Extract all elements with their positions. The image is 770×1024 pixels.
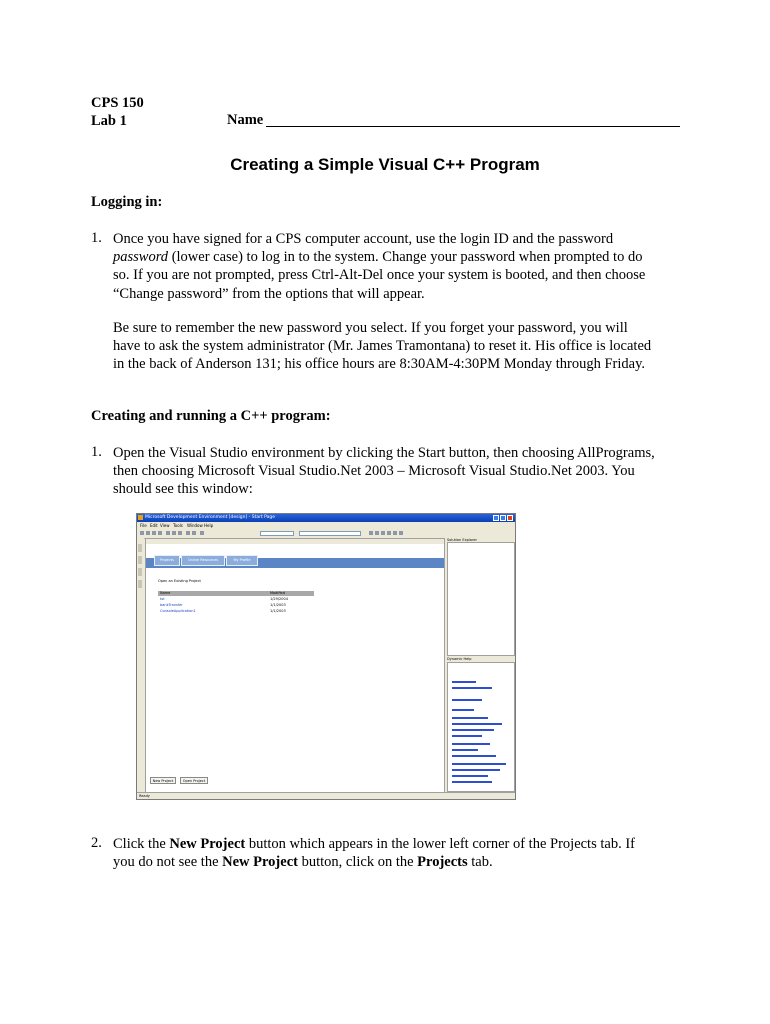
header-name: Name xyxy=(160,591,171,595)
help-link xyxy=(452,709,474,711)
text-run: Click the xyxy=(113,836,170,852)
menu-view: View xyxy=(160,523,170,528)
status-text: Ready xyxy=(139,794,150,798)
start-page-tabbar xyxy=(146,539,444,544)
project-date: 1/1/2003 xyxy=(270,603,286,607)
project-link: tst xyxy=(160,597,165,601)
project-link: bankTransfer xyxy=(160,603,183,607)
help-link xyxy=(452,717,488,719)
help-link xyxy=(452,681,476,683)
right-pane xyxy=(445,538,515,792)
paragraph-line: so. If you are not prompted, press Ctrl-Alt-Del once your system is booted, and then choose xyxy=(113,267,646,284)
paragraph-line-rest: (lower case) to log in to the system. Change your password when prompted to do xyxy=(168,249,643,266)
vs-app-icon xyxy=(138,515,143,520)
solution-explorer xyxy=(447,542,515,656)
help-link xyxy=(452,699,482,701)
vs-titlebar xyxy=(137,514,515,522)
toolbox-tab xyxy=(138,556,142,564)
help-link xyxy=(452,769,500,771)
table-row xyxy=(158,608,314,614)
paragraph-line: Open the Visual Studio environment by clicking the Start button, then choosing AllPrograms, xyxy=(113,445,655,461)
more-icon xyxy=(399,531,403,535)
undo-icon xyxy=(186,531,190,535)
bold-projects: Projects xyxy=(417,854,468,871)
paragraph-line: Be sure to remember the new password you select. If you forget your password, you will xyxy=(113,320,628,336)
italic-password: password xyxy=(113,249,169,266)
list-number: 1. xyxy=(91,230,102,246)
copy-icon xyxy=(172,531,176,535)
open-existing-heading: Open an Existing Project xyxy=(158,579,201,583)
saveall-icon xyxy=(158,531,162,535)
redo-icon xyxy=(192,531,196,535)
bold-new-project: New Project xyxy=(169,836,246,852)
name-label: Name xyxy=(227,112,264,128)
paragraph-line: Once you have signed for a CPS computer account, use the login ID and the password xyxy=(113,231,614,247)
help-link xyxy=(452,763,506,765)
explorer-icon xyxy=(387,531,391,535)
config-combo xyxy=(260,531,294,536)
find-combo xyxy=(299,531,361,536)
section-heading-logging-in: Logging in: xyxy=(91,194,163,210)
run-icon xyxy=(200,531,204,535)
open-icon xyxy=(146,531,150,535)
cut-icon xyxy=(166,531,170,535)
list-number: 1. xyxy=(91,444,102,460)
text-run: tab. xyxy=(467,854,493,871)
output-tab xyxy=(138,580,142,588)
text-run: button which appears in the lower left corner of the Projects tab. If xyxy=(245,836,635,852)
menu-window: Window xyxy=(187,523,203,528)
password-note xyxy=(113,319,693,374)
start-page xyxy=(145,538,445,794)
menu-edit: Edit xyxy=(150,523,158,528)
list-number: 2. xyxy=(91,835,102,851)
paragraph-line xyxy=(113,835,693,853)
toolbox-strip xyxy=(137,538,144,792)
paragraph-line: in the back of Anderson 131; his office hours are 8:30AM-4:30PM Monday through Friday. xyxy=(113,356,645,373)
find-icon xyxy=(369,531,373,535)
paragraph-line: then choosing Microsoft Visual Studio.Net 2003 – Microsoft Visual Studio.Net 2003. You xyxy=(113,463,635,480)
header-modified: Modified xyxy=(270,591,285,595)
open-vs-instructions xyxy=(113,444,693,499)
project-link: ConsoleApplication1 xyxy=(160,609,196,613)
vs-menubar xyxy=(137,522,515,529)
help-link xyxy=(452,755,496,757)
text-run: button, click on the xyxy=(297,854,418,871)
vs-statusbar xyxy=(137,792,515,800)
text-run: you do not see the xyxy=(113,854,223,871)
bold-new-project: New Project xyxy=(222,854,298,871)
toolbox-icon xyxy=(375,531,379,535)
server-explorer-tab xyxy=(138,544,142,552)
menu-tools: Tools xyxy=(173,523,183,528)
tab-projects: Projects xyxy=(154,555,180,566)
maximize-icon xyxy=(500,515,506,521)
paragraph-line: should see this window: xyxy=(113,481,253,498)
classview-icon xyxy=(393,531,397,535)
menu-help: Help xyxy=(204,523,214,528)
name-blank-line xyxy=(266,126,680,127)
vs-window-title: Microsoft Development Environment [design] - Start Page xyxy=(145,515,276,520)
dynamic-help-title: Dynamic Help xyxy=(447,657,472,661)
resource-tab xyxy=(138,568,142,576)
help-link xyxy=(452,735,482,737)
new-icon xyxy=(140,531,144,535)
project-date: 1/29/2004 xyxy=(270,597,288,601)
tab-online-resources: Online Resources xyxy=(181,555,225,566)
help-link xyxy=(452,775,488,777)
tab-my-profile: My Profile xyxy=(226,555,258,566)
new-project-instructions xyxy=(113,835,693,871)
save-icon xyxy=(152,531,156,535)
help-link xyxy=(452,743,490,745)
project-date: 1/1/2003 xyxy=(270,609,286,613)
paragraph-line: “Change password” from the options that will appear. xyxy=(113,285,425,302)
menu-file: File xyxy=(140,523,147,528)
paragraph-line xyxy=(113,853,693,871)
login-instructions xyxy=(113,230,693,303)
section-heading-creating: Creating and running a C++ program: xyxy=(91,408,331,424)
dynamic-help xyxy=(447,662,515,792)
course-header xyxy=(91,94,144,130)
close-icon xyxy=(507,515,513,521)
help-link xyxy=(452,729,494,731)
properties-icon xyxy=(381,531,385,535)
help-link xyxy=(452,781,492,783)
help-link xyxy=(452,749,478,751)
lab-number: Lab 1 xyxy=(91,113,127,129)
course-code: CPS 150 xyxy=(91,95,144,111)
paste-icon xyxy=(178,531,182,535)
help-link xyxy=(452,723,502,725)
solution-explorer-title: Solution Explorer xyxy=(447,538,477,542)
minimize-icon xyxy=(493,515,499,521)
visual-studio-screenshot xyxy=(136,513,516,800)
paragraph-line xyxy=(113,248,693,266)
open-project-button: Open Project xyxy=(180,777,208,784)
help-link xyxy=(452,687,492,689)
new-project-button: New Project xyxy=(150,777,176,784)
page-title: Creating a Simple Visual C++ Program xyxy=(230,155,540,174)
paragraph-line: have to ask the system administrator (Mr. James Tramontana) to reset it. His office is located xyxy=(113,338,652,355)
recent-projects-table xyxy=(158,591,314,614)
